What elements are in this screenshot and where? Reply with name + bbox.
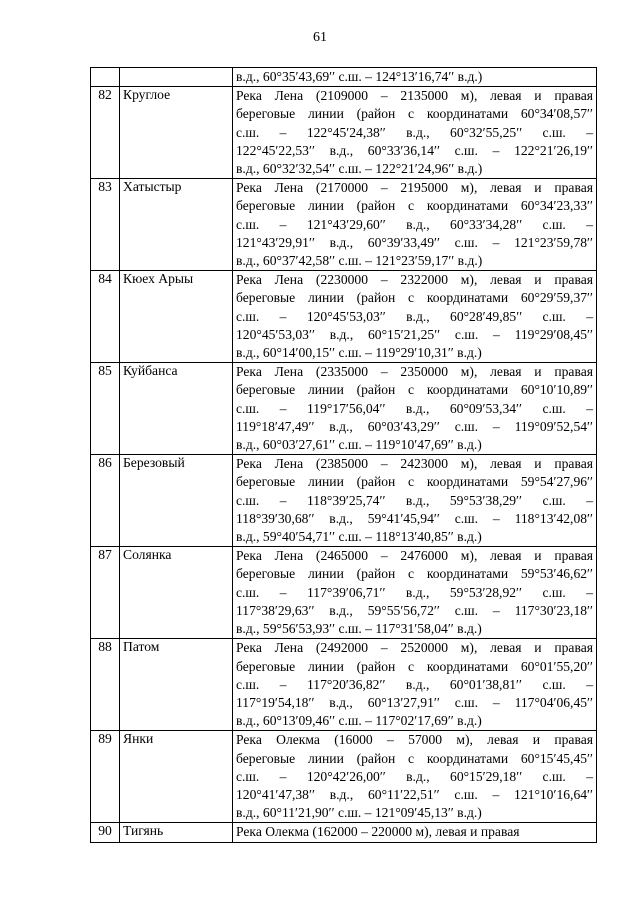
description-line: Река Лена (2170000 – 2195000 м), левая и правая <box>236 180 593 196</box>
site-description <box>233 639 597 731</box>
description-line: береговые линии (район с координатами 60°34′08,57′′ <box>236 106 593 122</box>
description-line: береговые линии (район с координатами 59°54′27,96′′ <box>236 474 593 490</box>
registry-table <box>90 67 597 843</box>
site-description <box>233 823 597 842</box>
description-line: береговые линии (район с координатами 60°01′55,20′′ <box>236 658 593 674</box>
description-line: с.ш. – 122°45′24,38′′ в.д., 60°32′55,25′′ с.ш. – <box>236 124 593 140</box>
description-line: в.д., 60°32′32,54′′ с.ш. – 122°21′24,96′′ в.д.) <box>236 161 483 177</box>
description-line: Река Олекма (162000 – 220000 м), левая и правая <box>236 824 520 840</box>
row-number: 88 <box>91 639 120 731</box>
site-name: Тигянь <box>120 823 233 842</box>
site-name: Патом <box>120 639 233 731</box>
description-line: Река Лена (2385000 – 2423000 м), левая и правая <box>236 456 593 472</box>
description-line: с.ш. – 117°39′06,71′′ в.д., 59°53′28,92′′ с.ш. – <box>236 584 593 600</box>
description-line: береговые линии (район с координатами 60°34′23,33′′ <box>236 198 593 214</box>
description-line: с.ш. – 118°39′25,74′′ в.д., 59°53′38,29′′ с.ш. – <box>236 492 593 508</box>
table-row <box>91 547 597 639</box>
description-line: 120°41′47,38′′ в.д., 60°11′22,51′′ с.ш. – 121°10′16,64′′ <box>236 786 593 802</box>
site-description <box>233 68 597 87</box>
table-row <box>91 731 597 823</box>
description-line: в.д., 60°03′27,61′′ с.ш. – 119°10′47,69′′ в.д.) <box>236 437 482 453</box>
description-line: Река Лена (2492000 – 2520000 м), левая и правая <box>236 640 593 656</box>
row-number: 83 <box>91 179 120 271</box>
description-line: в.д., 59°56′53,93′′ с.ш. – 117°31′58,04′′ в.д.) <box>236 621 482 637</box>
table-row <box>91 179 597 271</box>
table-row <box>91 455 597 547</box>
site-name: Круглое <box>120 87 233 179</box>
site-description <box>233 179 597 271</box>
description-line: с.ш. – 120°45′53,03′′ в.д., 60°28′49,85′′ с.ш. – <box>236 308 593 324</box>
table-row <box>91 271 597 363</box>
row-number: 87 <box>91 547 120 639</box>
site-name: Хатыстыр <box>120 179 233 271</box>
row-number: 84 <box>91 271 120 363</box>
registry-rows <box>91 68 597 843</box>
site-description <box>233 731 597 823</box>
table-row <box>91 87 597 179</box>
description-line: в.д., 60°11′21,90′′ с.ш. – 121°09′45,13′′ в.д.) <box>236 805 482 821</box>
description-line: 122°45′22,53′′ в.д., 60°33′36,14′′ с.ш. – 122°21′26,19′′ <box>236 142 593 158</box>
table-row <box>91 639 597 731</box>
table-row <box>91 363 597 455</box>
row-number: 86 <box>91 455 120 547</box>
site-name: Березовый <box>120 455 233 547</box>
row-number: 89 <box>91 731 120 823</box>
description-line: Река Лена (2335000 – 2350000 м), левая и правая <box>236 364 593 380</box>
site-name: Янки <box>120 731 233 823</box>
site-name: Куйбанса <box>120 363 233 455</box>
site-name: Солянка <box>120 547 233 639</box>
site-description <box>233 547 597 639</box>
row-number: 85 <box>91 363 120 455</box>
description-line: в.д., 60°13′09,46′′ с.ш. – 117°02′17,69′′ в.д.) <box>236 713 482 729</box>
description-line: Река Лена (2109000 – 2135000 м), левая и правая <box>236 88 593 104</box>
site-description <box>233 87 597 179</box>
description-line: в.д., 60°37′42,58′′ с.ш. – 121°23′59,17′′ в.д.) <box>236 253 483 269</box>
description-line: с.ш. – 121°43′29,60′′ в.д., 60°33′34,28′′ с.ш. – <box>236 216 593 232</box>
description-line: 120°45′53,03′′ в.д., 60°15′21,25′′ с.ш. – 119°29′08,45′′ <box>236 326 593 342</box>
description-line: береговые линии (район с координатами 59°53′46,62′′ <box>236 566 593 582</box>
description-line: с.ш. – 120°42′26,00′′ в.д., 60°15′29,18′′ с.ш. – <box>236 768 593 784</box>
table-row <box>91 823 597 842</box>
description-line: 118°39′30,68′′ в.д., 59°41′45,94′′ с.ш. – 118°13′42,08′′ <box>236 510 593 526</box>
description-line: в.д., 60°14′00,15′′ с.ш. – 119°29′10,31′′ в.д.) <box>236 345 482 361</box>
description-line: с.ш. – 117°20′36,82′′ в.д., 60°01′38,81′′ с.ш. – <box>236 676 593 692</box>
row-number: 90 <box>91 823 120 842</box>
site-description <box>233 455 597 547</box>
site-description <box>233 271 597 363</box>
description-line: в.д., 59°40′54,71′′ с.ш. – 118°13′40,85′′ в.д.) <box>236 529 482 545</box>
description-line: 121°43′29,91′′ в.д., 60°39′33,49′′ с.ш. – 121°23′59,78′′ <box>236 234 593 250</box>
description-line: 117°19′54,18′′ в.д., 60°13′27,91′′ с.ш. – 117°04′06,45′′ <box>236 694 593 710</box>
description-line: береговые линии (район с координатами 60°10′10,89′′ <box>236 382 593 398</box>
description-line: 119°18′47,49′′ в.д., 60°03′43,29′′ с.ш. – 119°09′52,54′′ <box>236 418 593 434</box>
row-number <box>91 68 120 87</box>
description-line: береговые линии (район с координатами 60°29′59,37′′ <box>236 290 593 306</box>
description-line: с.ш. – 119°17′56,04′′ в.д., 60°09′53,34′′ с.ш. – <box>236 400 593 416</box>
description-line: 117°38′29,63′′ в.д., 59°55′56,72′′ с.ш. – 117°30′23,18′′ <box>236 602 593 618</box>
description-line: Река Лена (2465000 – 2476000 м), левая и правая <box>236 548 593 564</box>
description-line: Река Лена (2230000 – 2322000 м), левая и правая <box>236 272 593 288</box>
page-number: 61 <box>313 30 327 45</box>
row-number: 82 <box>91 87 120 179</box>
description-line: Река Олекма (16000 – 57000 м), левая и правая <box>236 732 593 748</box>
description-line: в.д., 60°35′43,69′′ с.ш. – 124°13′16,74′′ в.д.) <box>236 69 483 84</box>
table-row-continuation <box>91 68 597 87</box>
site-description <box>233 363 597 455</box>
site-name <box>120 68 233 87</box>
description-line: береговые линии (район с координатами 60°15′45,45′′ <box>236 750 593 766</box>
site-name: Кюех Арыы <box>120 271 233 363</box>
